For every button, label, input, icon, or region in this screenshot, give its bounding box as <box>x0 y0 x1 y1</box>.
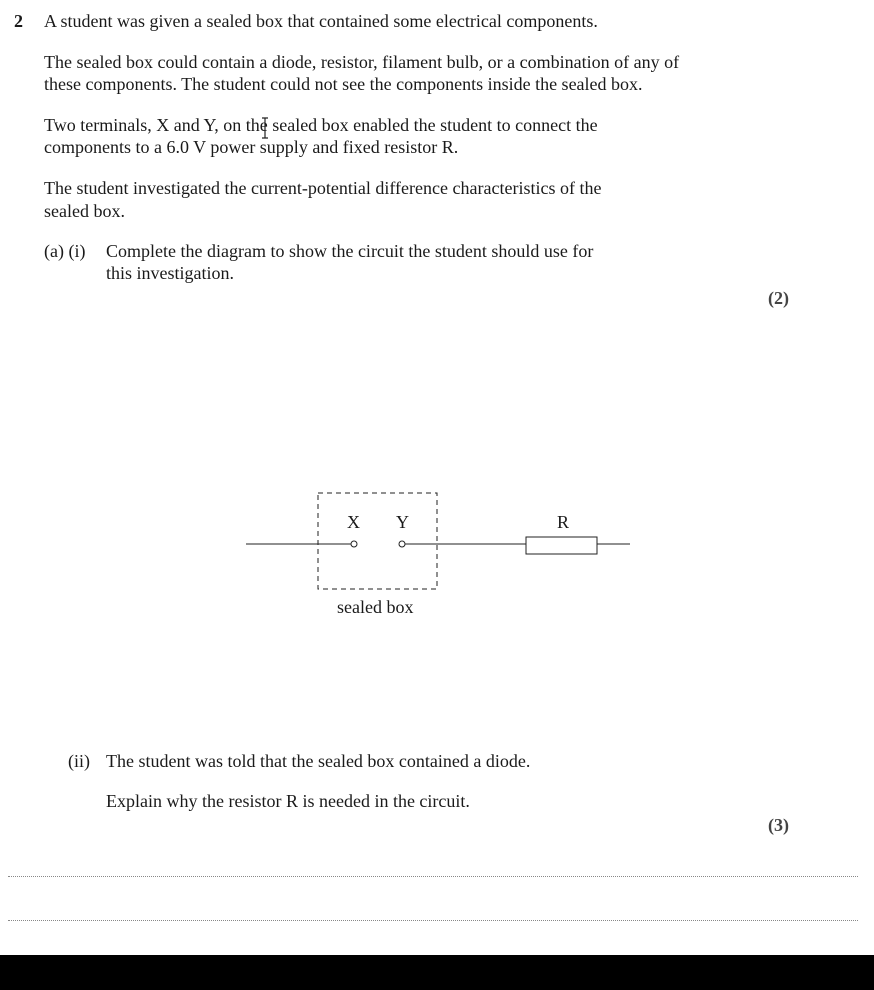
question-number: 2 <box>14 11 23 31</box>
answer-line[interactable] <box>8 920 858 921</box>
part-a-ii-line-2: Explain why the resistor R is needed in the circuit. <box>106 791 470 811</box>
answer-line[interactable] <box>8 876 858 877</box>
terminal-x-label: X <box>347 512 360 532</box>
terminal-y-label: Y <box>396 512 409 532</box>
part-a-ii-line-1: The student was told that the sealed box contained a diode. <box>106 751 531 771</box>
terminal-y <box>399 541 405 547</box>
paragraph-3-line-1: The student investigated the current-potential difference characteristics of the <box>44 178 602 198</box>
paragraph-2-line-1: Two terminals, X and Y, on the sealed box enabled the student to connect the <box>44 115 598 135</box>
paragraph-3-line-2: sealed box. <box>44 201 125 221</box>
sealed-box-label: sealed box <box>337 597 414 617</box>
paragraph-1-line-2: these components. The student could not see the components inside the sealed box. <box>44 74 643 94</box>
sealed-box-outline <box>318 493 437 589</box>
circuit-diagram <box>0 480 874 630</box>
bottom-black-bar <box>0 955 874 990</box>
paragraph-2-line-2: components to a 6.0 V power supply and fixed resistor R. <box>44 137 459 157</box>
terminal-x <box>351 541 357 547</box>
resistor-label: R <box>557 512 570 532</box>
part-a-i-line-1: Complete the diagram to show the circuit the student should use for <box>106 241 594 261</box>
text-cursor-icon <box>261 117 269 139</box>
resistor-r <box>526 537 597 554</box>
part-a-i-line-2: this investigation. <box>106 263 234 283</box>
part-a-i-marks: (2) <box>768 288 789 308</box>
part-a-i-label: (a) (i) <box>44 241 86 261</box>
part-a-ii-marks: (3) <box>768 815 789 835</box>
question-intro: A student was given a sealed box that contained some electrical components. <box>44 11 598 31</box>
paragraph-1-line-1: The sealed box could contain a diode, resistor, filament bulb, or a combination of any of <box>44 52 680 72</box>
part-a-ii-label: (ii) <box>68 751 90 771</box>
